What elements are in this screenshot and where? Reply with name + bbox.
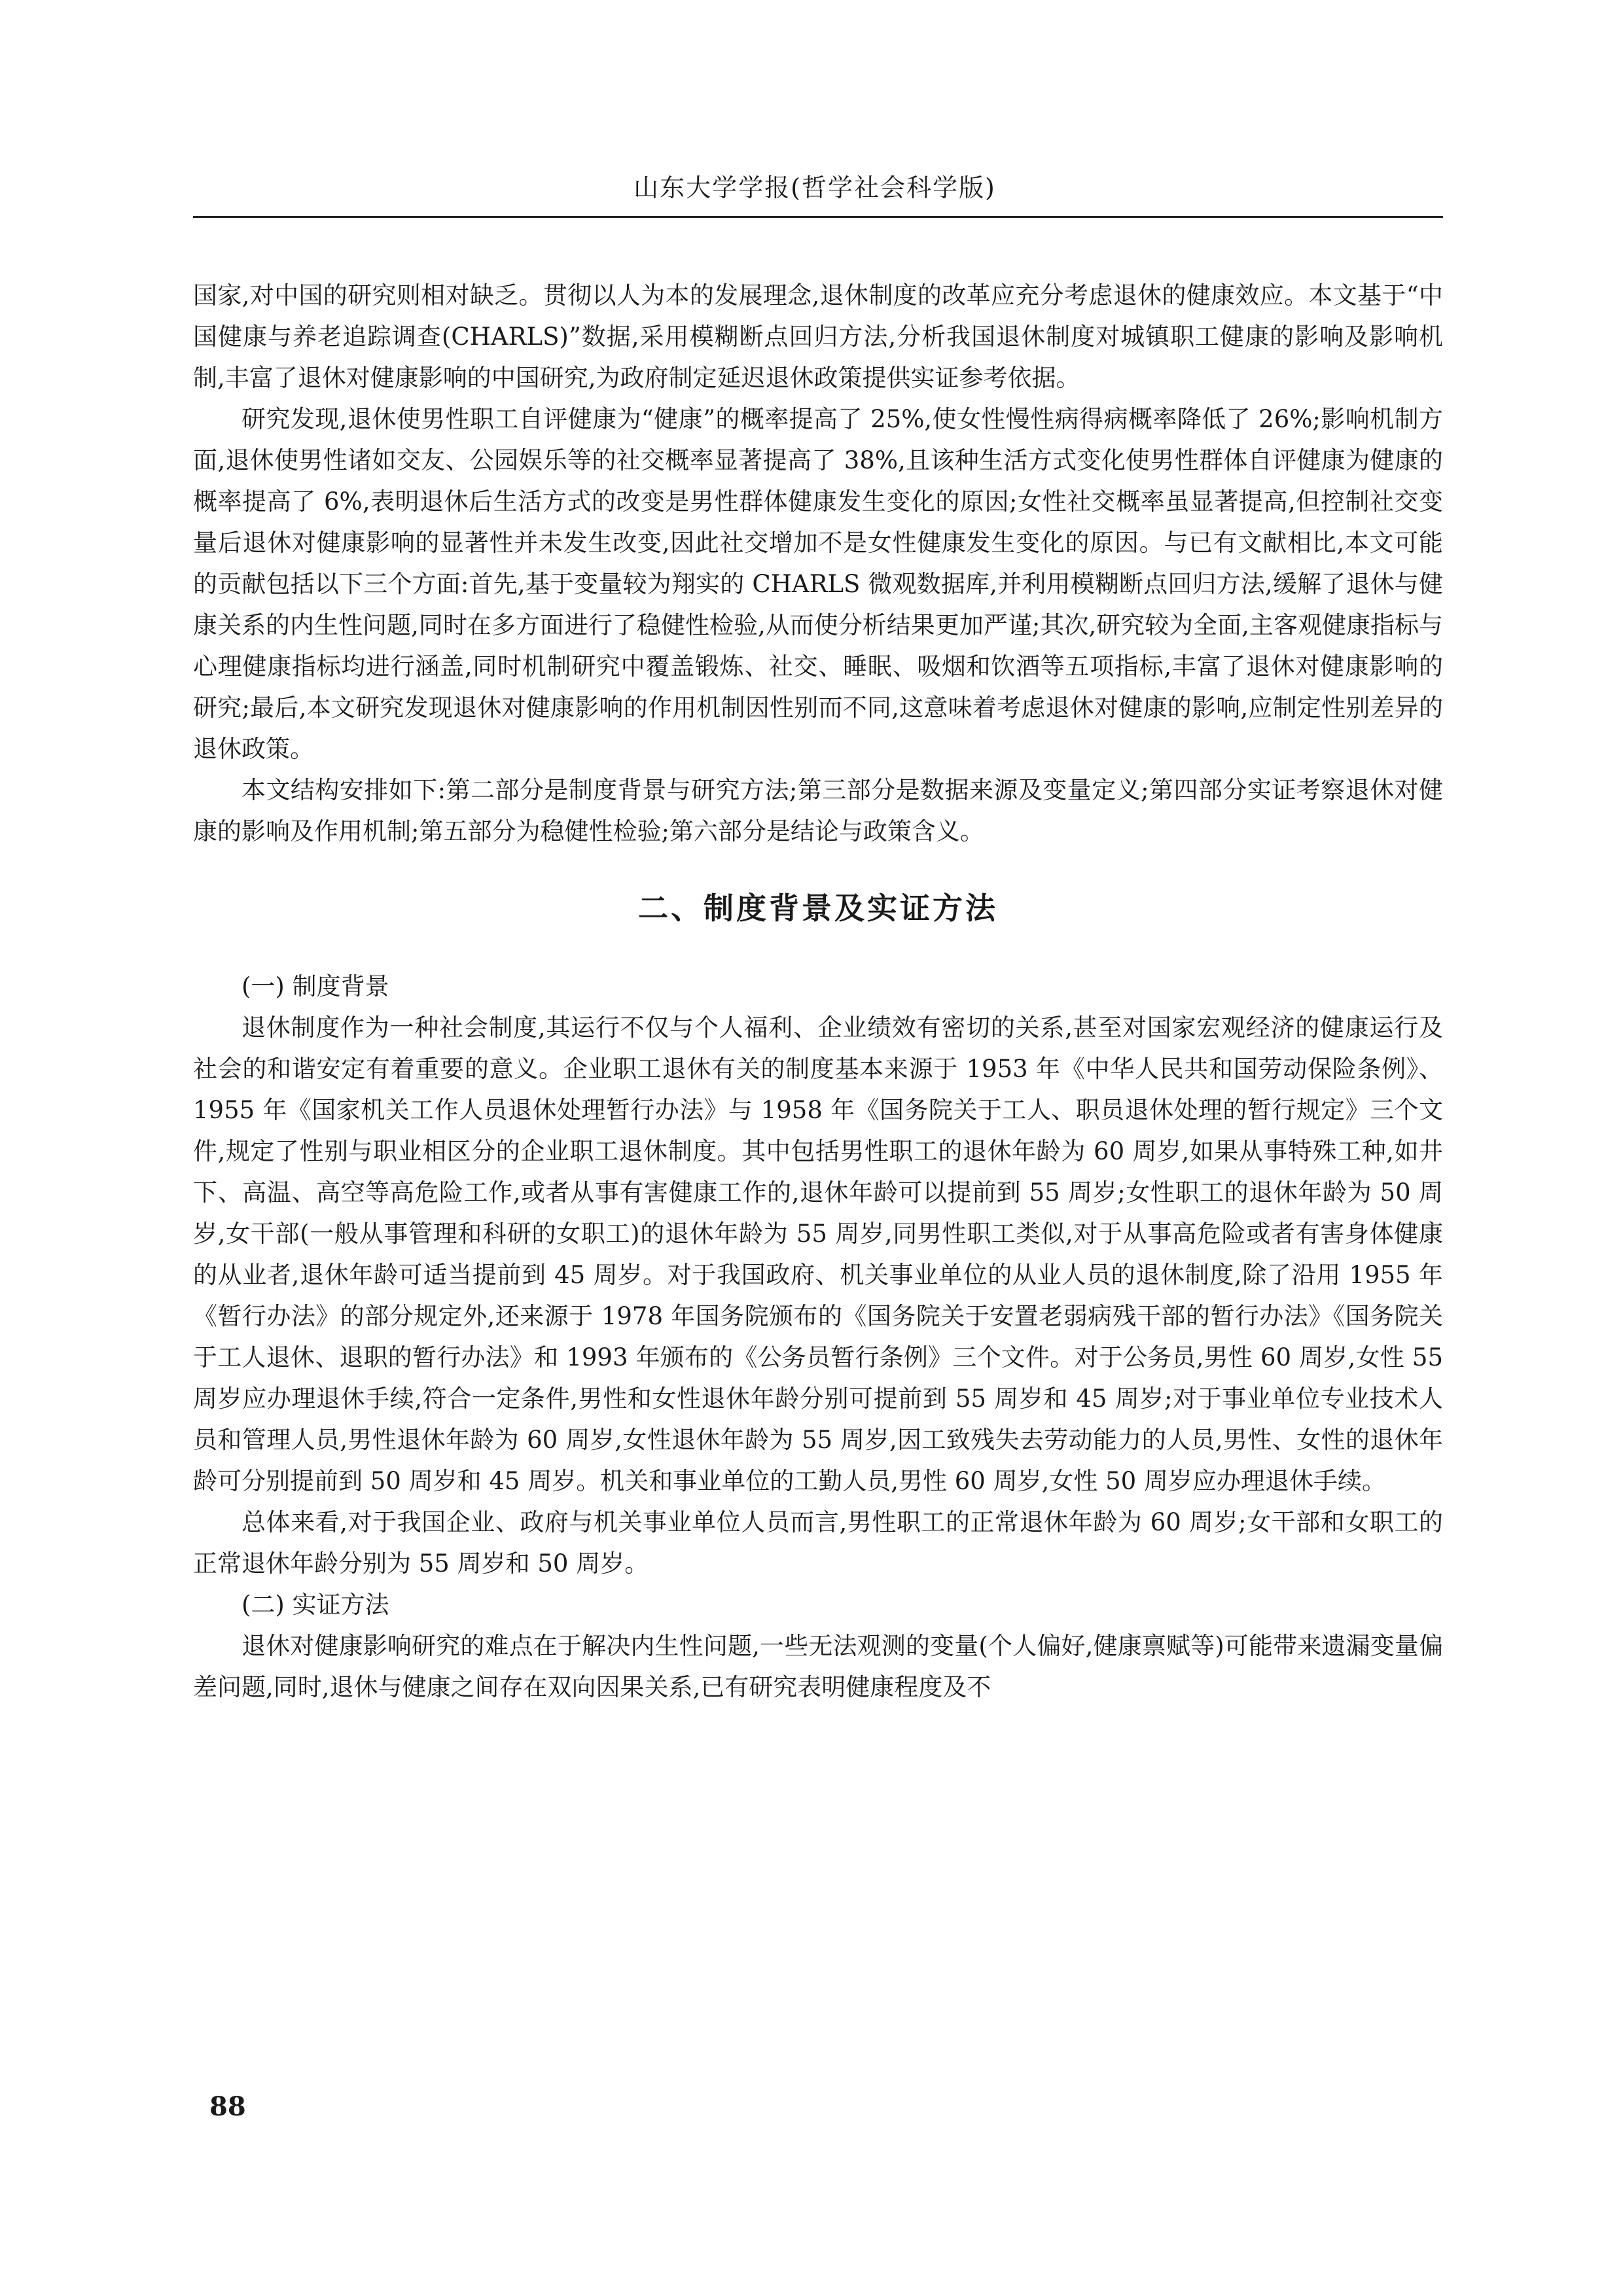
- subsection-heading-background: (一) 制度背景: [241, 972, 389, 1000]
- paragraph-continued: 国家,对中国的研究则相对缺乏。贯彻以人为本的发展理念,退休制度的改革应充分考虑退休的健康效应。本文基于“中国健康与养老追踪调查(CHARLS)”数据,采用模糊断点回归方法,分析我国退休制度对城镇职工健康的影响及影响机制,丰富了退休对健康影响的中国研究,为政府制定延迟退休政策提供实证参考依据。: [193, 281, 1443, 392]
- paragraph-findings: 研究发现,退休使男性职工自评健康为“健康”的概率提高了 25%,使女性慢性病得病概率降低了 26%;影响机制方面,退休使男性诸如交友、公园娱乐等的社交概率显著提高了 38%,且该种生活方式变化使男性群体自评健康为健康的概率提高了 6%,表明退休后生活方式的改变是男性群体健康发生变化的原因;女性社交概率虽显著提高,但控制社交变量后退休对健康影响的显著性并未发生改变,因此社交增加不是女性健康发生变化的原因。与已有文献相比,本文可能的贡献包括以下三个方面:首先,基于变量较为翔实的 CHARLS 微观数据库,并利用模糊断点回归方法,缓解了退休与健康关系的内生性问题,同时在多方面进行了稳健性检验,从而使分析结果更加严谨;其次,研究较为全面,主客观健康指标与心理健康指标均进行涵盖,同时机制研究中覆盖锻炼、社交、睡眠、吸烟和饮酒等五项指标,丰富了退休对健康影响的研究;最后,本文研究发现退休对健康影响的作用机制因性别而不同,这意味着考虑退休对健康的影响,应制定性别差异的退休政策。: [193, 405, 1443, 763]
- paragraph-structure: 本文结构安排如下:第二部分是制度背景与研究方法;第三部分是数据来源及变量定义;第四部分实证考察退休对健康的影响及作用机制;第五部分为稳健性检验;第六部分是结论与政策含义。: [193, 776, 1443, 845]
- page-number: 88: [209, 2091, 246, 2122]
- paragraph-background-2: 总体来看,对于我国企业、政府与机关事业单位人员而言,男性职工的正常退休年龄为 60 周岁;女干部和女职工的正常退休年龄分别为 55 周岁和 50 周岁。: [193, 1508, 1443, 1578]
- subsection-heading-method: (二) 实证方法: [241, 1591, 389, 1619]
- section-heading: 二、制度背景及实证方法: [638, 891, 998, 926]
- article-body: [193, 275, 1443, 1708]
- paragraph-method-1: 退休对健康影响研究的难点在于解决内生性问题,一些无法观测的变量(个人偏好,健康禀赋等)可能带来遗漏变量偏差问题,同时,退休与健康之间存在双向因果关系,已有研究表明健康程度及不: [193, 1632, 1443, 1701]
- paragraph-background-1: 退休制度作为一种社会制度,其运行不仅与个人福利、企业绩效有密切的关系,甚至对国家宏观经济的健康运行及社会的和谐安定有着重要的意义。企业职工退休有关的制度基本来源于 1953 年《中华人民共和国劳动保险条例》、1955 年《国家机关工作人员退休处理暂行办法》与 1958 年《国务院关于工人、职员退休处理的暂行规定》三个文件,规定了性别与职业相区分的企业职工退休制度。其中包括男性职工的退休年龄为 60 周岁,如果从事特殊工种,如井下、高温、高空等高危险工作,或者从事有害健康工作的,退休年龄可以提前到 55 周岁;女性职工的退休年龄为 50 周岁,女干部(一般从事管理和科研的女职工)的退休年龄为 55 周岁,同男性职工类似,对于从事高危险或者有害身体健康的从业者,退休年龄可适当提前到 45 周岁。对于我国政府、机关事业单位的从业人员的退休制度,除了沿用 1955 年《暂行办法》的部分规定外,还来源于 1978 年国务院颁布的《国务院关于安置老弱病残干部的暂行办法》《国务院关于工人退休、退职的暂行办法》和 1993 年颁布的《公务员暂行条例》三个文件。对于公务员,男性 60 周岁,女性 55 周岁应办理退休手续,符合一定条件,男性和女性退休年龄分别可提前到 55 周岁和 45 周岁;对于事业单位专业技术人员和管理人员,男性退休年龄为 60 周岁,女性退休年龄为 55 周岁,因工致残失去劳动能力的人员,男性、女性的退休年龄可分别提前到 50 周岁和 45 周岁。机关和事业单位的工勤人员,男性 60 周岁,女性 50 周岁应办理退休手续。: [193, 1014, 1443, 1495]
- running-head-journal-title: 山东大学学报(哲学社会科学版): [633, 173, 996, 202]
- header-divider: [193, 216, 1443, 218]
